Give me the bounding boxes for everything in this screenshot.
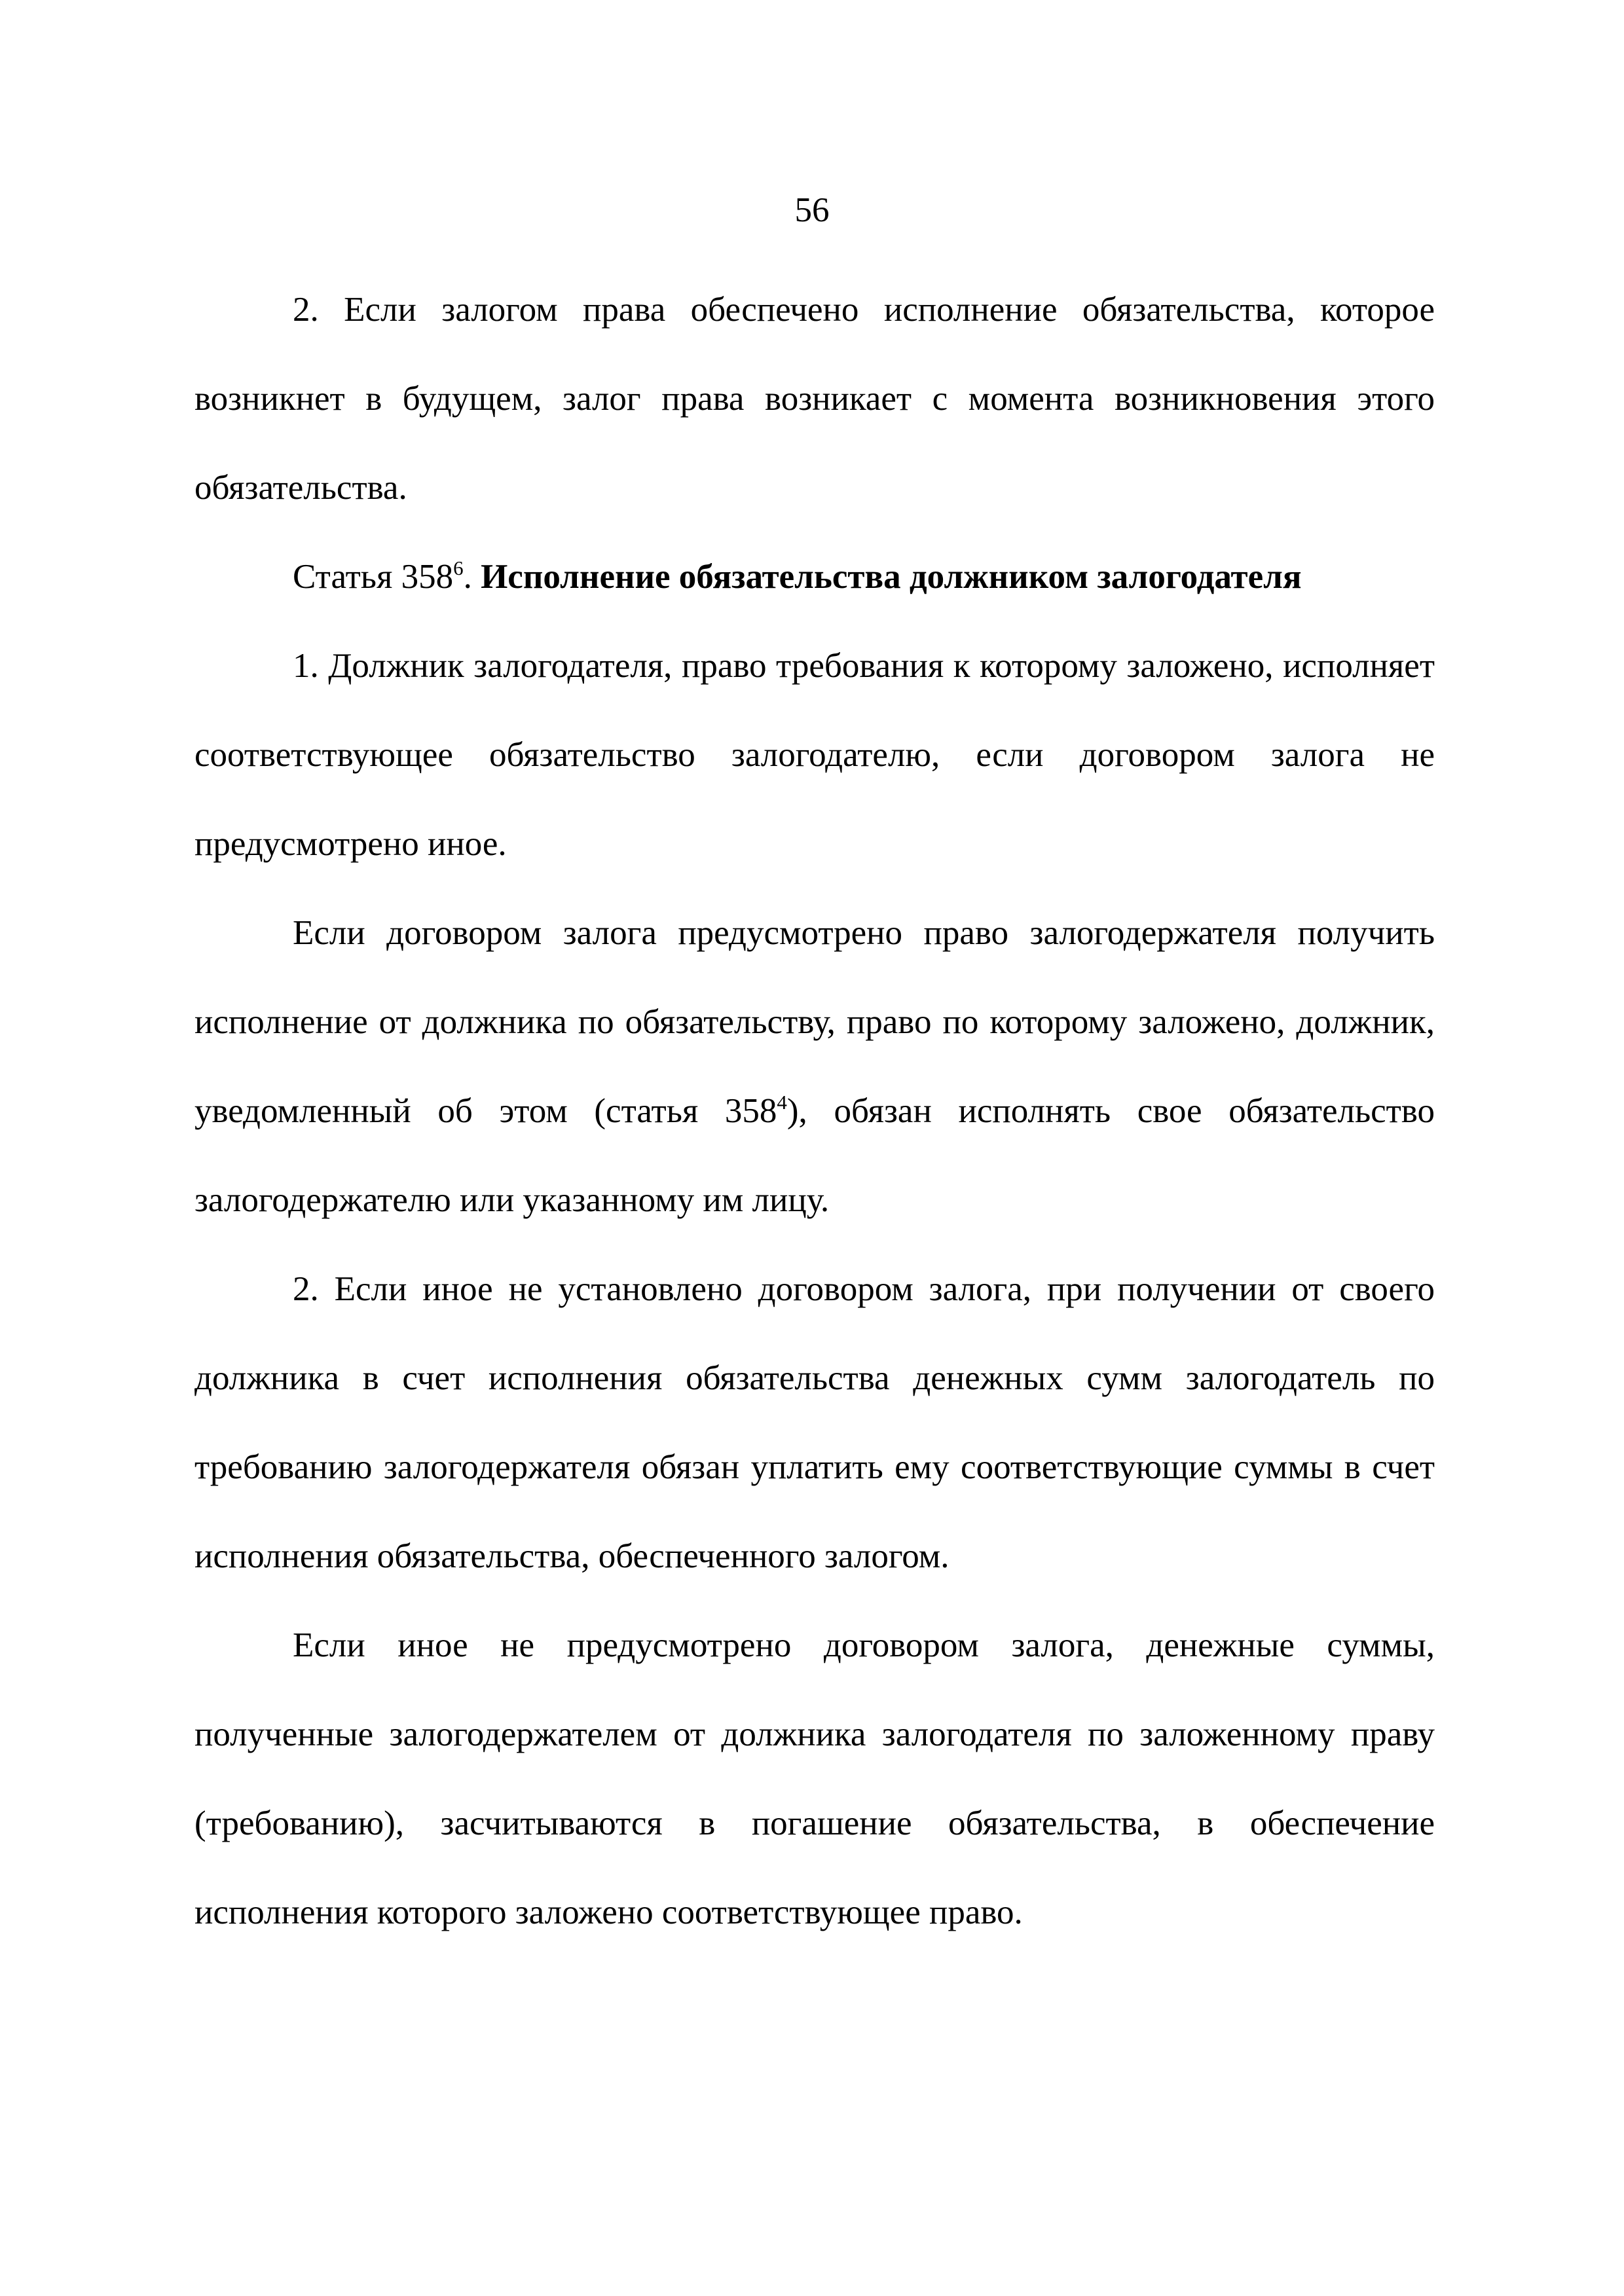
paragraph-with-reference: [194, 888, 1435, 1245]
paragraph: 2. Если иное не установлено договором залога, при получении от своего должника в счет исполнения обязательства денежных сумм залогодатель по требованию залогодержателя обязан уплатить ему соответствующие суммы в счет исполнения обязательства, обеспеченного залогом.: [194, 1270, 1435, 1575]
article-number: Статья 358: [293, 558, 454, 596]
article-number-superscript: 6: [453, 556, 464, 579]
paragraph-text: ), обязан исполнять свое обязательство залогодержателю или указанному им лицу.: [194, 1092, 1435, 1219]
paragraph: 2. Если залогом права обеспечено исполнение обязательства, которое возникнет в будущем, залог права возникает с момента возникновения этого обязательства.: [194, 291, 1435, 507]
paragraph-text: Если договором залога предусмотрено право залогодержателя получить исполнение от должника по обязательству, право по которому заложено, должник, уведомленный об этом (статья 358: [194, 914, 1435, 1130]
document-body: [194, 265, 1435, 1957]
heading-separator: .: [463, 558, 481, 596]
article-heading: [194, 532, 1435, 621]
paragraph: 1. Должник залогодателя, право требования к которому заложено, исполняет соответствующее обязательство залогодателю, если договором залога не предусмотрено иное.: [194, 647, 1435, 863]
page-number: 56: [794, 191, 830, 229]
article-title: Исполнение обязательства должником залогодателя: [481, 558, 1302, 596]
reference-superscript: 4: [777, 1091, 787, 1114]
paragraph: Если иное не предусмотрено договором залога, денежные суммы, полученные залогодержателем от должника залогодателя по заложенному праву (требованию), засчитываются в погашение обязательства, в обеспечение исполнения которого заложено соответствующее право.: [194, 1626, 1435, 1931]
